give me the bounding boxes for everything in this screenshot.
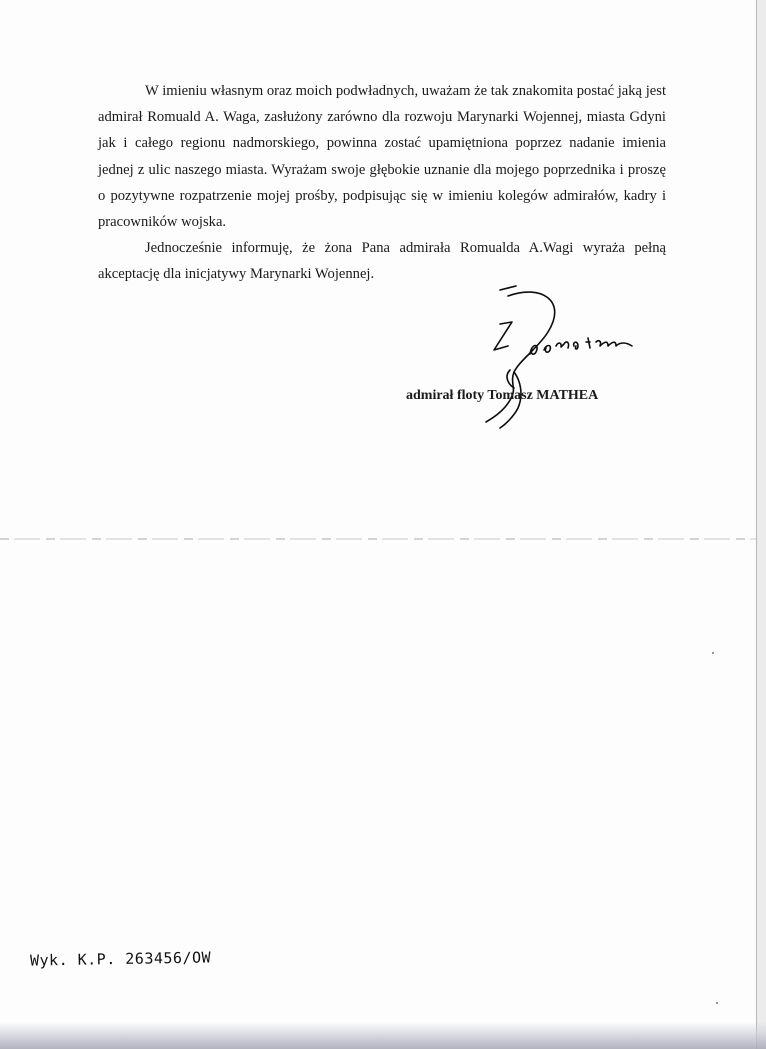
reference-annotation: Wyk. K.P. 263456/OW xyxy=(29,948,212,970)
page-edge xyxy=(756,0,766,1049)
letter-body xyxy=(98,78,666,288)
scan-bottom-edge xyxy=(0,1022,766,1049)
paper-fold-line xyxy=(0,538,756,540)
signatory-name: admirał floty Tomasz MATHEA xyxy=(406,388,599,403)
letter-paragraph-1: W imieniu własnym oraz moich podwładnych, uważam że tak znakomita postać jaką jest admirał Romuald A. Waga, zasłużony zarówno dla rozwoju Marynarki Wojennej, miasta Gdyni jak i całego regionu nadmorskiego, powinna zostać upamiętniona poprzez nadanie imienia jednej z ulic naszego miasta. Wyrażam swoje głębokie uznanie dla mojego poprzednika i proszę o pozytywne rozpatrzenie mojej prośby, podpisując się w imieniu kolegów admirałów, kadry i pracowników wojska. xyxy=(98,83,666,231)
letter-paragraph-2: Jednocześnie informuję, że żona Pana admirała Romualda A.Wagi wyraża pełną akceptację dla inicjatywy Marynarki Wojennej. xyxy=(98,240,666,283)
handwritten-signature xyxy=(440,280,650,430)
scan-speck xyxy=(716,1002,718,1004)
scan-speck xyxy=(712,652,714,654)
